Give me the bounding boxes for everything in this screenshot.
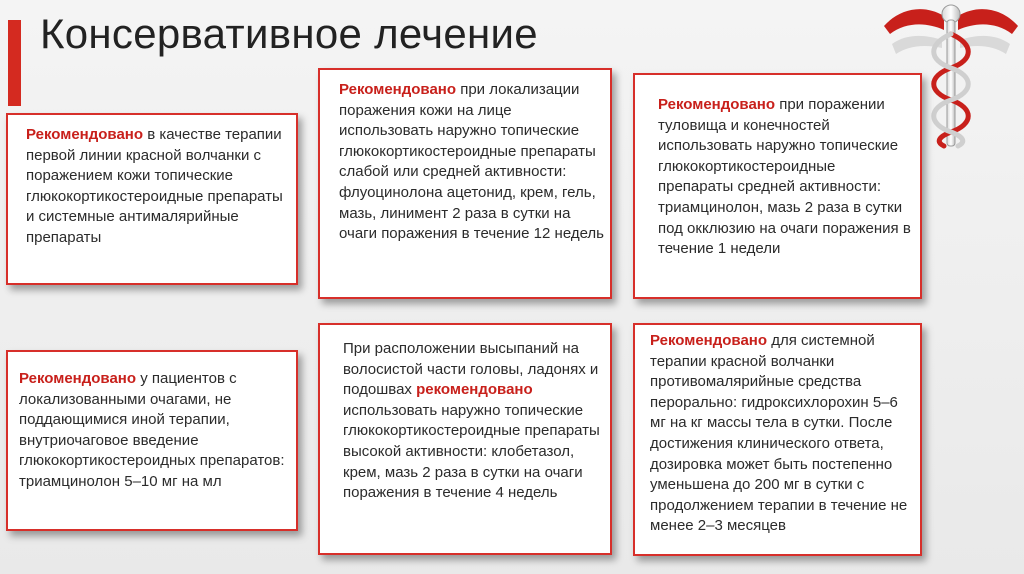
card-3-highlight: Рекомендовано	[658, 96, 776, 113]
card-2-body: при локализации поражения кожи на лице использовать наружно топические глюкокортикостероидные препараты слабой или средней активности: флуоцинолона ацетонид, крем, гель, мазь, линимент 2 раза в сутки на очаги поражения в течение 12 недель	[339, 81, 604, 243]
card-5-highlight: рекомендовано	[416, 381, 533, 399]
recommendation-card-1	[6, 113, 298, 285]
card-5-text	[343, 339, 604, 504]
card-4-highlight: Рекомендовано	[19, 370, 137, 387]
card-5-lead: При расположении высыпаний на волосистой части головы, ладонях и подошвах	[343, 340, 599, 399]
recommendation-card-4	[6, 350, 298, 531]
title-accent-bar	[8, 20, 21, 106]
card-3-text	[658, 95, 912, 260]
card-4-text	[19, 369, 290, 472]
card-1-body: в качестве терапии первой линии красной волчанки с поражением кожи топические глюкокортикостероидные препараты и системные антималярийные препараты	[26, 126, 283, 246]
recommendation-card-2	[318, 68, 612, 299]
card-2-highlight: Рекомендовано	[339, 81, 457, 98]
card-6-text	[650, 331, 912, 537]
recommendation-card-5	[318, 323, 612, 555]
recommendation-card-6	[633, 323, 922, 556]
card-6-body: для системной терапии красной волчанки противомалярийные средства перорально: гидроксихлорохин 5–6 мг на кг массы тела в сутки. После достижения клинического ответа, дозировка может быть постепенно уменьшена до 200 мг в сутки с продолжением терапии в течение не менее 2–3 месяцев	[650, 332, 908, 535]
card-3-body: при поражении туловища и конечностей использовать наружно топические глюкокортикостероидные препараты средней активности: триамцинолон, мазь 2 раза в сутки под окклюзию на очаги поражения в течение 1 недели	[658, 96, 911, 258]
card-4-body: у пациентов с локализованными очагами, не поддающимися иной терапии, внутриочаговое введение глюкокортикостероидных препаратов:	[19, 370, 285, 470]
card-2-text	[339, 80, 604, 245]
card-1-text	[26, 125, 290, 249]
card-1-highlight: Рекомендовано	[26, 126, 144, 143]
card-4-dose: триамцинолон 5–10 мг на мл	[19, 472, 222, 490]
slide-title: Консервативное лечение	[40, 10, 538, 57]
card-6-highlight: Рекомендовано	[650, 332, 768, 349]
recommendation-card-3	[633, 73, 922, 299]
card-5-body: использовать наружно топические глюкокортикостероидные препараты высокой активности: клобетазол, крем, мазь 2 раза в сутки на очаги поражения в течение 4 недель	[343, 401, 600, 502]
